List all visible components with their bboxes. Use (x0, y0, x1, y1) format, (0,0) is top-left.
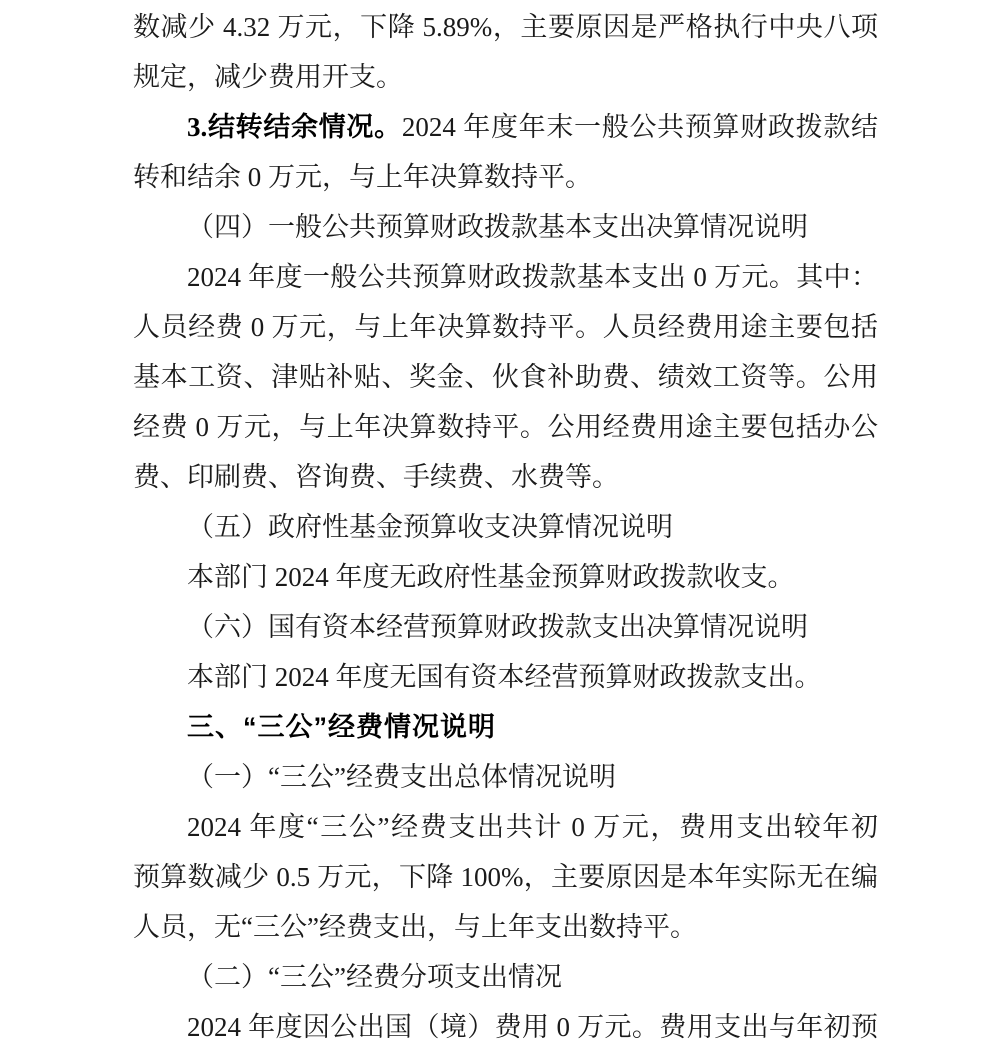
section-heading-line (133, 702, 878, 752)
body-text-line (133, 802, 878, 852)
text-segment: 基本工资、津贴补贴、奖金、伙食补助费、绩效工资等。公用 (133, 362, 878, 392)
text-segment: 数减少 4.32 万元，下降 5.89%，主要原因是严格执行中央八项 (133, 12, 878, 42)
text-segment: 经费 0 万元，与上年决算数持平。公用经费用途主要包括办公 (133, 412, 878, 442)
body-text-line (133, 902, 878, 952)
body-text-line (133, 352, 878, 402)
body-text-line (133, 252, 878, 302)
body-text-line (133, 152, 878, 202)
body-text-line (133, 452, 878, 502)
text-segment: 2024 年度一般公共预算财政拨款基本支出 0 万元。其中： (187, 262, 878, 292)
subsection-heading-line (133, 602, 878, 652)
subsection-heading-line (133, 752, 878, 802)
text-segment: （一）“三公”经费支出总体情况说明 (187, 762, 616, 792)
body-text-line (133, 552, 878, 602)
body-text-line (133, 302, 878, 352)
body-text-line (133, 652, 878, 702)
text-segment: 预算数减少 0.5 万元，下降 100%，主要原因是本年实际无在编 (133, 862, 878, 892)
text-segment: （五）政府性基金预算收支决算情况说明 (187, 512, 673, 542)
text-segment: 人员，无“三公”经费支出，与上年支出数持平。 (133, 912, 697, 942)
text-segment: 2024 年度因公出国（境）费用 0 万元。费用支出与年初预 (187, 1012, 878, 1042)
section-heading-text: 三、“三公”经费情况说明 (187, 712, 496, 742)
text-segment: （四）一般公共预算财政拨款基本支出决算情况说明 (187, 212, 808, 242)
subsection-heading-line (133, 502, 878, 552)
text-segment: 本部门 2024 年度无政府性基金预算财政拨款收支。 (187, 562, 795, 592)
numbered-item-line (133, 102, 878, 152)
text-segment: 费、印刷费、咨询费、手续费、水费等。 (133, 462, 619, 492)
text-segment: 本部门 2024 年度无国有资本经营预算财政拨款支出。 (187, 662, 822, 692)
subsection-heading-line (133, 952, 878, 1002)
text-segment: 2024 年度年末一般公共预算财政拨款结 (401, 112, 879, 142)
body-text-line (133, 1002, 878, 1052)
text-segment: （二）“三公”经费分项支出情况 (187, 962, 562, 992)
text-segment: 转和结余 0 万元，与上年决算数持平。 (133, 162, 592, 192)
body-text-line (133, 2, 878, 52)
text-segment: 规定，减少费用开支。 (133, 62, 403, 92)
text-segment: （六）国有资本经营预算财政拨款支出决算情况说明 (187, 612, 808, 642)
text-segment: 人员经费 0 万元，与上年决算数持平。人员经费用途主要包括 (133, 312, 878, 342)
bold-run-text: 3.结转结余情况。 (187, 112, 402, 142)
text-segment: 2024 年度“三公”经费支出共计 0 万元，费用支出较年初 (187, 812, 878, 842)
body-text-line (133, 852, 878, 902)
subsection-heading-line (133, 202, 878, 252)
body-text-line (133, 52, 878, 102)
body-text-line (133, 402, 878, 452)
document-text-block (133, 2, 878, 1052)
